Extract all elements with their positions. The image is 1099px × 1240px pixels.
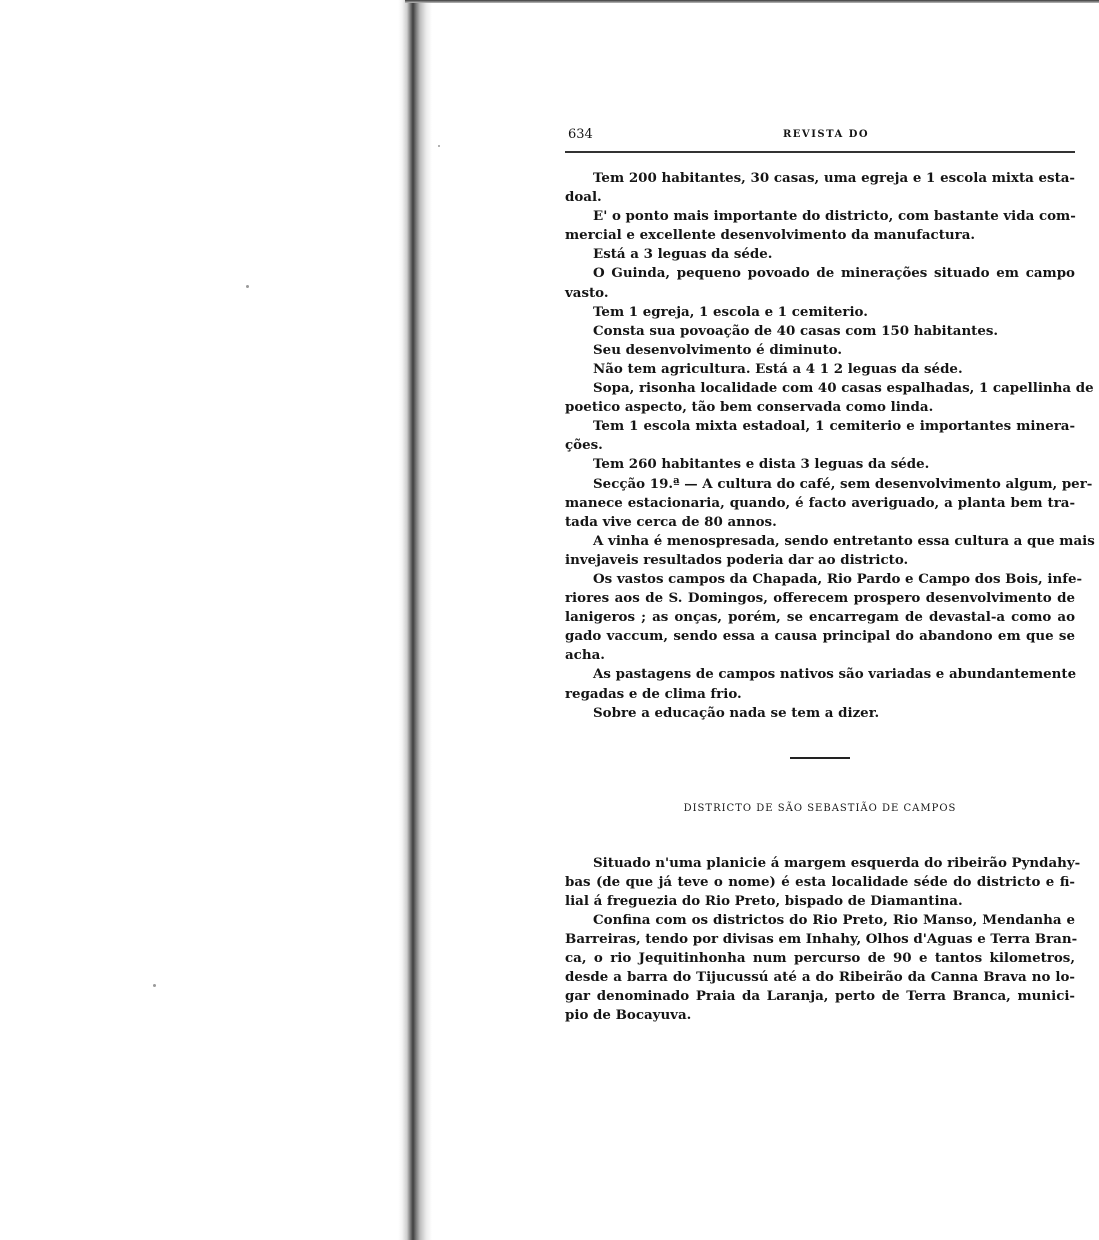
text-line: Está a 3 leguas da séde. xyxy=(593,246,773,263)
page-number: 634 xyxy=(568,127,593,142)
text-line: Seu desenvolvimento é diminuto. xyxy=(593,341,843,358)
text-line: Sobre a educação nada se tem a dizer. xyxy=(593,704,880,721)
running-header xyxy=(565,125,1075,147)
text-line: Sopa, risonha localidade com 40 casas espalhadas, 1 capellinha de xyxy=(593,380,1094,397)
text-line: Consta sua povoação de 40 casas com 150 habitantes. xyxy=(593,322,999,339)
text-line: Tem 1 egreja, 1 escola e 1 cemiterio. xyxy=(593,303,868,320)
page-top-edge xyxy=(405,0,1099,3)
text-line: gado vaccum, sendo essa a causa principal do abandono em que se xyxy=(565,628,1075,645)
text-line: Barreiras, tendo por divisas em Inhahy, Olhos d'Aguas e Terra Bran- xyxy=(565,931,1078,948)
text-line: E' o ponto mais importante do districto, com bastante vida com- xyxy=(593,208,1076,225)
section-heading: DISTRICTO DE SÃO SEBASTIÃO DE CAMPOS xyxy=(683,802,957,814)
text-line: Confina com os districtos do Rio Preto, Rio Manso, Mendanha e xyxy=(593,912,1075,928)
section-separator-rule xyxy=(790,757,850,759)
paper-speck xyxy=(246,285,249,288)
text-line: acha. xyxy=(565,647,605,664)
text-line: manece estacionaria, quando, é facto averiguado, a planta bem tra- xyxy=(565,494,1075,511)
text-line: Não tem agricultura. Está a 4 1 2 leguas da séde. xyxy=(593,360,963,377)
book-page xyxy=(565,125,1095,1026)
text-line: pio de Bocayuva. xyxy=(565,1007,692,1024)
text-line: vasto. xyxy=(565,284,609,301)
text-line: poetico aspecto, tão bem conservada como linda. xyxy=(565,399,934,416)
book-gutter-shadow xyxy=(398,0,432,1240)
text-line: Tem 260 habitantes e dista 3 leguas da séde. xyxy=(593,456,930,473)
text-line: O Guinda, pequeno povoado de minerações situado em campo xyxy=(593,265,1075,282)
section-body-1 xyxy=(565,169,1095,723)
text-line: desde a barra do Tijucussú até a do Ribeirão da Canna Brava no lo- xyxy=(565,969,1075,986)
paper-speck xyxy=(438,145,440,147)
text-line: tada vive cerca de 80 annos. xyxy=(565,513,777,530)
text-line: ca, o rio Jequitinhonha num percurso de 90 e tantos kilometros, xyxy=(565,950,1075,967)
text-line: Tem 200 habitantes, 30 casas, uma egreja e 1 escola mixta esta- xyxy=(593,170,1075,186)
running-title: REVISTA DO xyxy=(783,129,870,140)
text-line: Situado n'uma planicie á margem esquerda do ribeirão Pyndahy- xyxy=(593,854,1081,871)
text-line: invejaveis resultados poderia dar ao districto. xyxy=(565,551,909,568)
text-line: Tem 1 escola mixta estadoal, 1 cemiterio e importantes minera- xyxy=(593,418,1075,435)
text-line: mercial e excellente desenvolvimento da manufactura. xyxy=(565,227,976,244)
section-body-2 xyxy=(565,854,1081,1026)
text-line: A vinha é menospresada, sendo entretanto essa cultura a que mais xyxy=(593,532,1095,549)
text-line: Secção 19.ª — A cultura do café, sem desenvolvimento algum, per- xyxy=(593,475,1093,492)
text-line: gar denominado Praia da Laranja, perto de Terra Branca, munici- xyxy=(565,988,1075,1005)
text-line: bas (de que já teve o nome) é esta localidade séde do districto e fi- xyxy=(565,873,1075,890)
text-line: lanigeros ; as onças, porém, se encarregam de devastal-a como ao xyxy=(565,609,1075,626)
text-line: lial á freguezia do Rio Preto, bispado de Diamantina. xyxy=(565,892,963,909)
paper-speck xyxy=(153,984,156,987)
header-rule xyxy=(565,151,1075,153)
text-line: As pastagens de campos nativos são variadas e abundantemente xyxy=(593,666,1077,683)
text-line: ções. xyxy=(565,437,603,454)
text-line: riores aos de S. Domingos, offerecem prospero desenvolvimento de xyxy=(565,590,1075,607)
text-line: regadas e de clima frio. xyxy=(565,685,742,702)
text-line: Os vastos campos da Chapada, Rio Pardo e Campo dos Bois, infe- xyxy=(593,570,1083,587)
text-line: doal. xyxy=(565,189,602,206)
